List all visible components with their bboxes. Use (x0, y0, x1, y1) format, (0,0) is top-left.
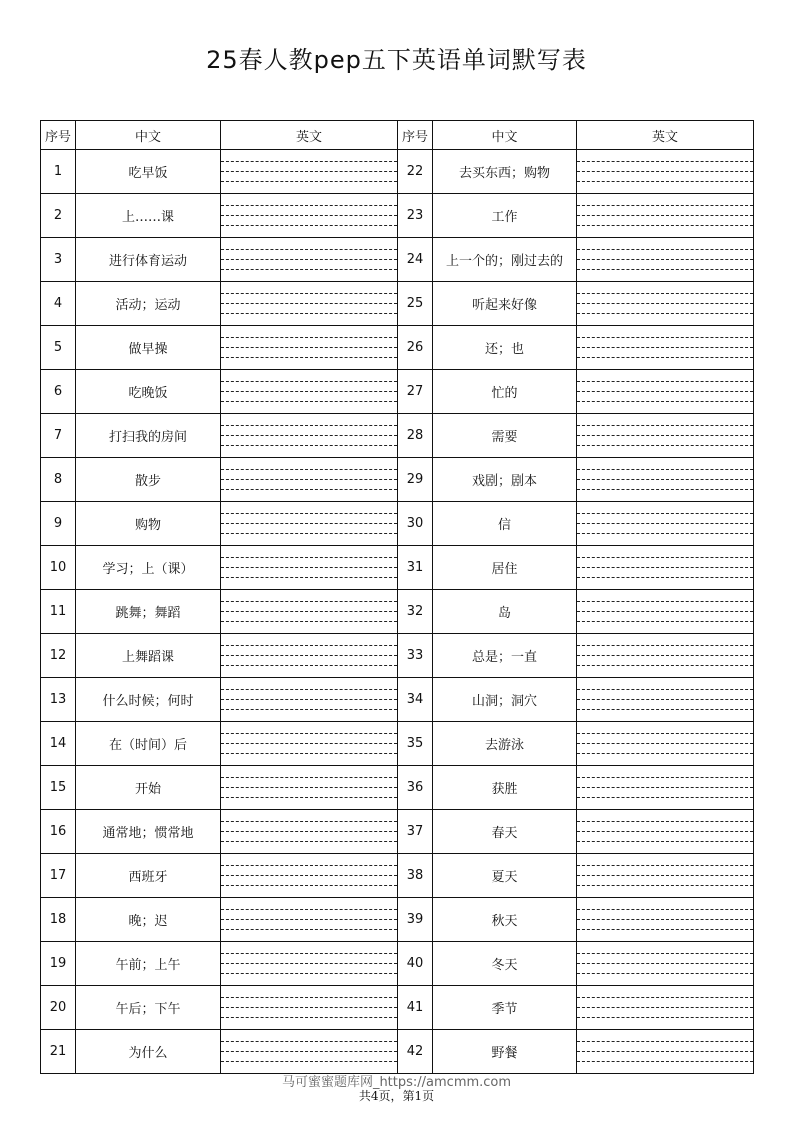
writing-guide-line (577, 523, 753, 524)
writing-guide-line (577, 391, 753, 392)
writing-guide-line (221, 821, 397, 822)
chinese-word: 山洞；洞穴 (433, 678, 577, 722)
writing-guide-line (221, 963, 397, 964)
english-answer-field[interactable] (221, 282, 398, 326)
writing-guide-line (577, 1007, 753, 1008)
chinese-word: 冬天 (433, 942, 577, 986)
writing-guide-line (221, 557, 397, 558)
english-answer-field[interactable] (577, 1030, 754, 1074)
writing-guide-line (221, 435, 397, 436)
english-answer-field[interactable] (221, 898, 398, 942)
writing-guide-line (577, 577, 753, 578)
seq-number: 26 (398, 326, 433, 370)
writing-guide-line (577, 777, 753, 778)
writing-guide-line (577, 953, 753, 954)
table-row (41, 634, 754, 678)
seq-number: 13 (41, 678, 76, 722)
writing-guide-line (577, 557, 753, 558)
writing-guide-line (577, 875, 753, 876)
seq-number: 34 (398, 678, 433, 722)
seq-number: 6 (41, 370, 76, 414)
seq-number: 38 (398, 854, 433, 898)
header-english-right: 英文 (577, 121, 754, 150)
writing-guide-line (221, 445, 397, 446)
writing-guide-line (221, 513, 397, 514)
english-answer-field[interactable] (577, 194, 754, 238)
seq-number: 12 (41, 634, 76, 678)
writing-guide-line (577, 787, 753, 788)
writing-guide-line (221, 601, 397, 602)
writing-guide-line (221, 797, 397, 798)
seq-number: 1 (41, 150, 76, 194)
writing-guide-line (577, 929, 753, 930)
writing-guide-line (221, 665, 397, 666)
english-answer-field[interactable] (577, 502, 754, 546)
english-answer-field[interactable] (577, 326, 754, 370)
writing-guide-line (577, 665, 753, 666)
chinese-word: 春天 (433, 810, 577, 854)
english-answer-field[interactable] (577, 590, 754, 634)
chinese-word: 什么时候；何时 (76, 678, 221, 722)
writing-guide-line (577, 215, 753, 216)
seq-number: 15 (41, 766, 76, 810)
chinese-word: 吃晚饭 (76, 370, 221, 414)
writing-guide-line (221, 181, 397, 182)
seq-number: 21 (41, 1030, 76, 1074)
table-row (41, 194, 754, 238)
seq-number: 17 (41, 854, 76, 898)
chinese-word: 岛 (433, 590, 577, 634)
writing-guide-line (577, 435, 753, 436)
writing-guide-line (221, 621, 397, 622)
english-answer-field[interactable] (577, 810, 754, 854)
writing-guide-line (221, 337, 397, 338)
chinese-word: 还；也 (433, 326, 577, 370)
chinese-word: 西班牙 (76, 854, 221, 898)
writing-guide-line (221, 347, 397, 348)
table-row (41, 458, 754, 502)
writing-guide-line (221, 523, 397, 524)
table-row (41, 370, 754, 414)
writing-guide-line (577, 303, 753, 304)
chinese-word: 戏剧；剧本 (433, 458, 577, 502)
writing-guide-line (577, 821, 753, 822)
seq-number: 9 (41, 502, 76, 546)
writing-guide-line (577, 171, 753, 172)
table-row (41, 942, 754, 986)
writing-guide-line (577, 269, 753, 270)
writing-guide-line (577, 611, 753, 612)
seq-number: 18 (41, 898, 76, 942)
writing-guide-line (577, 699, 753, 700)
footer-site: 马可蜜蜜题库网_https://amcmm.com (281, 1075, 512, 1090)
writing-guide-line (221, 709, 397, 710)
chinese-word: 听起来好像 (433, 282, 577, 326)
english-answer-field[interactable] (577, 546, 754, 590)
writing-guide-line (221, 249, 397, 250)
chinese-word: 夏天 (433, 854, 577, 898)
table-row (41, 810, 754, 854)
writing-guide-line (577, 655, 753, 656)
table-row (41, 898, 754, 942)
english-answer-field[interactable] (221, 634, 398, 678)
writing-guide-line (577, 533, 753, 534)
chinese-word: 上……课 (76, 194, 221, 238)
table-header-row (41, 121, 754, 150)
writing-guide-line (577, 885, 753, 886)
chinese-word: 信 (433, 502, 577, 546)
seq-number: 25 (398, 282, 433, 326)
writing-guide-line (221, 743, 397, 744)
table-row (41, 766, 754, 810)
writing-guide-line (221, 313, 397, 314)
writing-guide-line (577, 709, 753, 710)
english-answer-field[interactable] (221, 590, 398, 634)
chinese-word: 进行体育运动 (76, 238, 221, 282)
writing-guide-line (221, 841, 397, 842)
chinese-word: 打扫我的房间 (76, 414, 221, 458)
writing-guide-line (221, 689, 397, 690)
chinese-word: 去游泳 (433, 722, 577, 766)
writing-guide-line (221, 733, 397, 734)
seq-number: 10 (41, 546, 76, 590)
seq-number: 42 (398, 1030, 433, 1074)
writing-guide-line (577, 689, 753, 690)
writing-guide-line (577, 425, 753, 426)
english-answer-field[interactable] (221, 326, 398, 370)
chinese-word: 上舞蹈课 (76, 634, 221, 678)
table-row (41, 150, 754, 194)
writing-guide-line (221, 1041, 397, 1042)
english-answer-field[interactable] (221, 502, 398, 546)
english-answer-field[interactable] (577, 150, 754, 194)
chinese-word: 去买东西；购物 (433, 150, 577, 194)
seq-number: 16 (41, 810, 76, 854)
english-answer-field[interactable] (577, 766, 754, 810)
chinese-word: 需要 (433, 414, 577, 458)
seq-number: 4 (41, 282, 76, 326)
writing-guide-line (221, 401, 397, 402)
writing-guide-line (577, 445, 753, 446)
writing-guide-line (577, 161, 753, 162)
writing-guide-line (577, 225, 753, 226)
chinese-word: 学习；上（课） (76, 546, 221, 590)
english-answer-field[interactable] (221, 1030, 398, 1074)
seq-number: 5 (41, 326, 76, 370)
header-chinese-left: 中文 (76, 121, 221, 150)
writing-guide-line (221, 469, 397, 470)
chinese-word: 忙的 (433, 370, 577, 414)
footer-page-number: 共4页，第1页 (358, 1089, 435, 1103)
writing-guide-line (577, 401, 753, 402)
writing-guide-line (221, 953, 397, 954)
writing-guide-line (577, 909, 753, 910)
seq-number: 14 (41, 722, 76, 766)
writing-guide-line (221, 875, 397, 876)
writing-guide-line (577, 181, 753, 182)
writing-guide-line (221, 205, 397, 206)
writing-guide-line (221, 865, 397, 866)
writing-guide-line (577, 1017, 753, 1018)
seq-number: 29 (398, 458, 433, 502)
chinese-word: 获胜 (433, 766, 577, 810)
chinese-word: 秋天 (433, 898, 577, 942)
seq-number: 27 (398, 370, 433, 414)
english-answer-field[interactable] (221, 194, 398, 238)
writing-guide-line (577, 313, 753, 314)
seq-number: 41 (398, 986, 433, 1030)
writing-guide-line (577, 1041, 753, 1042)
seq-number: 24 (398, 238, 433, 282)
seq-number: 37 (398, 810, 433, 854)
writing-guide-line (221, 885, 397, 886)
writing-guide-line (221, 577, 397, 578)
writing-guide-line (221, 489, 397, 490)
writing-guide-line (577, 205, 753, 206)
english-answer-field[interactable] (221, 370, 398, 414)
english-answer-field[interactable] (577, 238, 754, 282)
writing-guide-line (221, 929, 397, 930)
page-title: 25春人教pep五下英语单词默写表 (206, 46, 587, 74)
seq-number: 30 (398, 502, 433, 546)
writing-guide-line (221, 645, 397, 646)
english-answer-field[interactable] (221, 986, 398, 1030)
writing-guide-line (577, 743, 753, 744)
english-answer-field[interactable] (221, 678, 398, 722)
english-answer-field[interactable] (577, 282, 754, 326)
writing-guide-line (221, 753, 397, 754)
writing-guide-line (221, 567, 397, 568)
writing-guide-line (221, 391, 397, 392)
header-chinese-right: 中文 (433, 121, 577, 150)
writing-guide-line (577, 753, 753, 754)
seq-number: 39 (398, 898, 433, 942)
header-seq-right: 序号 (398, 121, 433, 150)
chinese-word: 午后；下午 (76, 986, 221, 1030)
writing-guide-line (221, 357, 397, 358)
writing-guide-line (577, 601, 753, 602)
writing-guide-line (221, 381, 397, 382)
writing-guide-line (221, 533, 397, 534)
writing-guide-line (221, 1007, 397, 1008)
table-row (41, 502, 754, 546)
chinese-word: 散步 (76, 458, 221, 502)
english-answer-field[interactable] (577, 634, 754, 678)
seq-number: 40 (398, 942, 433, 986)
writing-guide-line (577, 973, 753, 974)
writing-guide-line (577, 997, 753, 998)
writing-guide-line (577, 797, 753, 798)
seq-number: 33 (398, 634, 433, 678)
english-answer-field[interactable] (221, 238, 398, 282)
chinese-word: 晚；迟 (76, 898, 221, 942)
seq-number: 32 (398, 590, 433, 634)
english-answer-field[interactable] (577, 986, 754, 1030)
writing-guide-line (221, 655, 397, 656)
english-answer-field[interactable] (577, 458, 754, 502)
writing-guide-line (577, 1051, 753, 1052)
chinese-word: 活动；运动 (76, 282, 221, 326)
chinese-word: 购物 (76, 502, 221, 546)
seq-number: 7 (41, 414, 76, 458)
writing-guide-line (577, 919, 753, 920)
chinese-word: 为什么 (76, 1030, 221, 1074)
writing-guide-line (221, 1017, 397, 1018)
chinese-word: 在（时间）后 (76, 722, 221, 766)
writing-guide-line (577, 645, 753, 646)
writing-guide-line (577, 865, 753, 866)
chinese-word: 工作 (433, 194, 577, 238)
writing-guide-line (577, 567, 753, 568)
chinese-word: 吃早饭 (76, 150, 221, 194)
seq-number: 19 (41, 942, 76, 986)
writing-guide-line (221, 611, 397, 612)
writing-guide-line (221, 831, 397, 832)
writing-guide-line (221, 787, 397, 788)
writing-guide-line (221, 215, 397, 216)
seq-number: 20 (41, 986, 76, 1030)
seq-number: 22 (398, 150, 433, 194)
chinese-word: 跳舞；舞蹈 (76, 590, 221, 634)
english-answer-field[interactable] (577, 898, 754, 942)
table-row (41, 986, 754, 1030)
seq-number: 11 (41, 590, 76, 634)
writing-guide-line (577, 479, 753, 480)
table-row (41, 326, 754, 370)
table-body (41, 150, 754, 1074)
english-answer-field[interactable] (221, 766, 398, 810)
english-answer-field[interactable] (221, 150, 398, 194)
writing-guide-line (221, 479, 397, 480)
table-row (41, 238, 754, 282)
seq-number: 2 (41, 194, 76, 238)
english-answer-field[interactable] (221, 854, 398, 898)
chinese-word: 季节 (433, 986, 577, 1030)
writing-guide-line (577, 381, 753, 382)
table-row (41, 414, 754, 458)
writing-guide-line (577, 489, 753, 490)
seq-number: 28 (398, 414, 433, 458)
vocabulary-table (40, 120, 754, 1074)
writing-guide-line (577, 733, 753, 734)
writing-guide-line (577, 621, 753, 622)
writing-guide-line (221, 425, 397, 426)
english-answer-field[interactable] (577, 722, 754, 766)
english-answer-field[interactable] (221, 722, 398, 766)
writing-guide-line (221, 269, 397, 270)
writing-guide-line (577, 831, 753, 832)
chinese-word: 做早操 (76, 326, 221, 370)
writing-guide-line (221, 973, 397, 974)
table-row (41, 590, 754, 634)
english-answer-field[interactable] (221, 942, 398, 986)
writing-guide-line (221, 293, 397, 294)
header-seq-left: 序号 (41, 121, 76, 150)
english-answer-field[interactable] (577, 854, 754, 898)
english-answer-field[interactable] (221, 810, 398, 854)
english-answer-field[interactable] (577, 370, 754, 414)
writing-guide-line (577, 841, 753, 842)
writing-guide-line (221, 171, 397, 172)
chinese-word: 野餐 (433, 1030, 577, 1074)
english-answer-field[interactable] (577, 942, 754, 986)
chinese-word: 通常地；惯常地 (76, 810, 221, 854)
writing-guide-line (577, 357, 753, 358)
table-row (41, 546, 754, 590)
writing-guide-line (577, 347, 753, 348)
chinese-word: 开始 (76, 766, 221, 810)
seq-number: 3 (41, 238, 76, 282)
seq-number: 35 (398, 722, 433, 766)
table-row (41, 282, 754, 326)
chinese-word: 午前；上午 (76, 942, 221, 986)
table-row (41, 1030, 754, 1074)
seq-number: 23 (398, 194, 433, 238)
writing-guide-line (577, 469, 753, 470)
chinese-word: 上一个的；刚过去的 (433, 238, 577, 282)
writing-guide-line (577, 259, 753, 260)
writing-guide-line (577, 1061, 753, 1062)
english-answer-field[interactable] (577, 678, 754, 722)
writing-guide-line (221, 997, 397, 998)
chinese-word: 总是；一直 (433, 634, 577, 678)
writing-guide-line (577, 249, 753, 250)
table-row (41, 722, 754, 766)
chinese-word: 居住 (433, 546, 577, 590)
writing-guide-line (577, 963, 753, 964)
seq-number: 8 (41, 458, 76, 502)
writing-guide-line (221, 161, 397, 162)
english-answer-field[interactable] (221, 546, 398, 590)
english-answer-field[interactable] (221, 458, 398, 502)
seq-number: 36 (398, 766, 433, 810)
writing-guide-line (577, 337, 753, 338)
english-answer-field[interactable] (221, 414, 398, 458)
writing-guide-line (221, 1061, 397, 1062)
writing-guide-line (577, 513, 753, 514)
writing-guide-line (221, 777, 397, 778)
table-row (41, 678, 754, 722)
english-answer-field[interactable] (577, 414, 754, 458)
writing-guide-line (221, 303, 397, 304)
table-row (41, 854, 754, 898)
header-english-left: 英文 (221, 121, 398, 150)
writing-guide-line (221, 225, 397, 226)
writing-guide-line (577, 293, 753, 294)
seq-number: 31 (398, 546, 433, 590)
writing-guide-line (221, 259, 397, 260)
writing-guide-line (221, 909, 397, 910)
writing-guide-line (221, 1051, 397, 1052)
writing-guide-line (221, 919, 397, 920)
writing-guide-line (221, 699, 397, 700)
